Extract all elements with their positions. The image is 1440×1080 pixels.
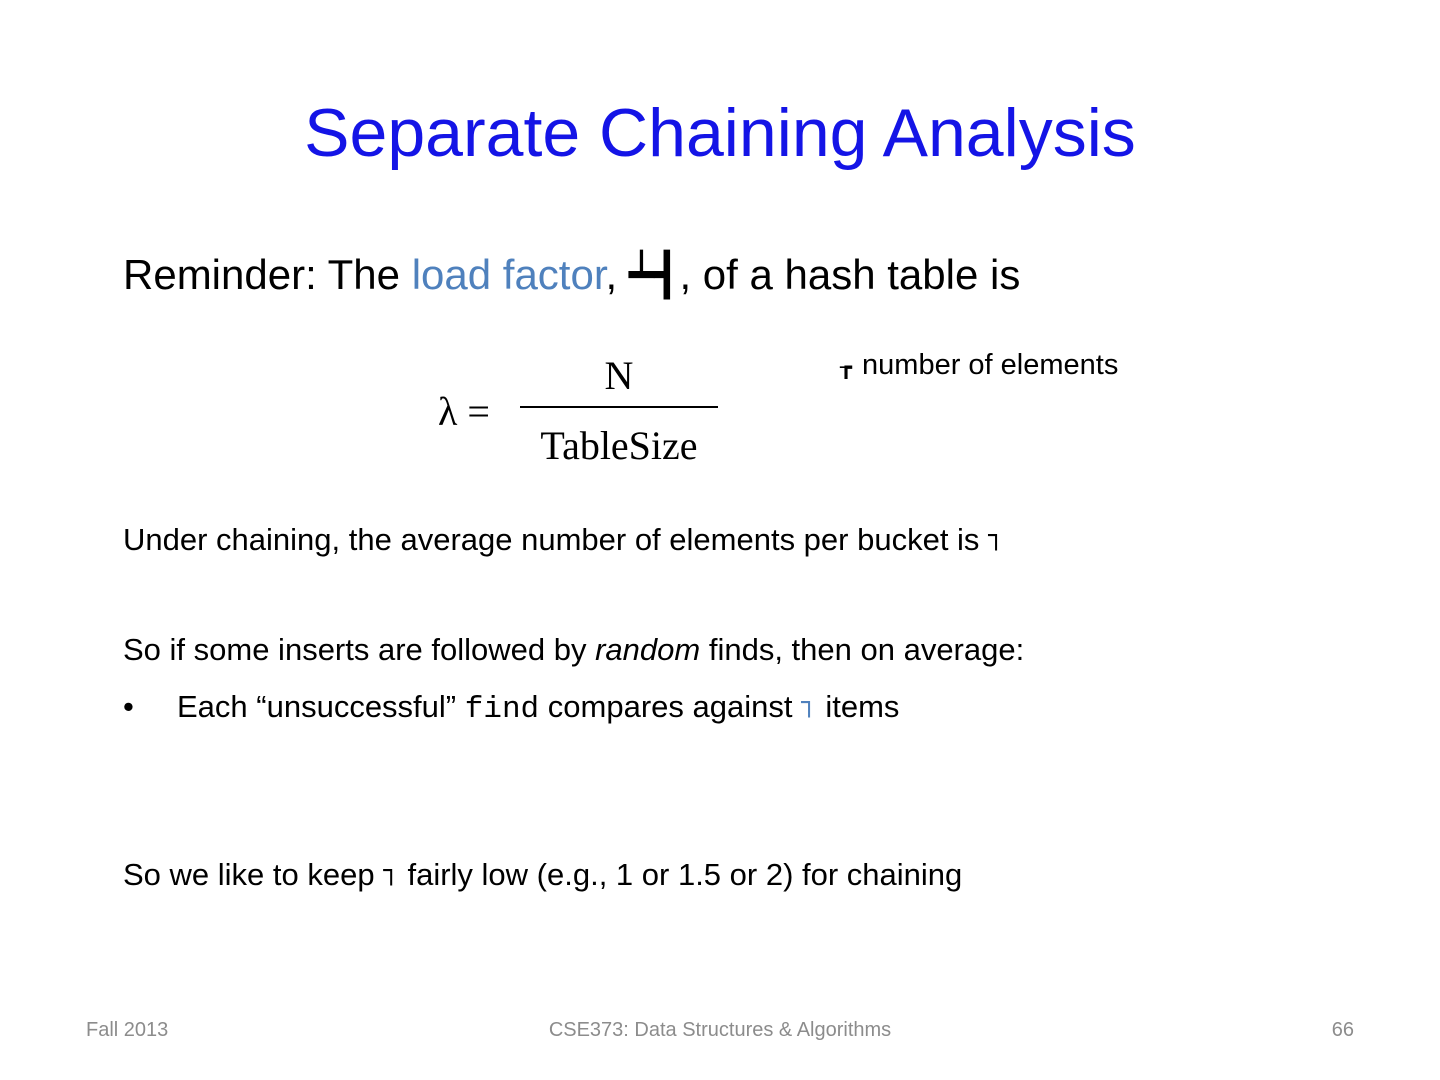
fraction-bar xyxy=(520,406,718,408)
bullet-suffix: items xyxy=(816,689,900,724)
reminder-suffix: , of a hash table is xyxy=(679,251,1021,298)
footer-course: CSE373: Data Structures & Algorithms xyxy=(548,1019,892,1041)
formula-lhs: λ = xyxy=(438,389,490,434)
lambda-symbol-bullet: ┐ xyxy=(801,688,817,718)
bullet-marker: • xyxy=(123,689,134,724)
formula-denominator: TableSize xyxy=(540,423,698,468)
keep-low-prefix: So we like to keep xyxy=(123,857,384,892)
reminder-prefix: Reminder: The xyxy=(123,251,412,298)
bullet-prefix: Each “unsuccessful” xyxy=(177,689,465,724)
find-code: find xyxy=(464,692,540,727)
reminder-line xyxy=(123,250,1021,299)
note-symbol: ┲ xyxy=(840,355,853,379)
random-emphasis: random xyxy=(595,632,701,667)
lambda-symbol-inline: ┐ xyxy=(988,521,1004,551)
random-finds-prefix: So if some inserts are followed by xyxy=(123,632,596,667)
random-finds-suffix: finds, then on average: xyxy=(700,632,1025,667)
random-finds-line xyxy=(123,634,1024,665)
reminder-comma: , xyxy=(605,251,629,298)
slide-title: Separate Chaining Analysis xyxy=(304,95,1136,171)
keep-low-suffix: fairly low (e.g., 1 or 1.5 or 2) for chaining xyxy=(398,857,963,892)
bullet-item xyxy=(123,690,899,725)
footer-term: Fall 2013 xyxy=(86,1019,169,1041)
formula-note xyxy=(840,351,1118,380)
lambda-symbol: ┷┫ xyxy=(628,250,680,299)
load-factor-term: load factor xyxy=(411,251,606,298)
load-factor-formula xyxy=(438,352,728,467)
bullet-middle: compares against xyxy=(539,689,802,724)
formula-numerator: N xyxy=(604,353,634,398)
under-chaining-line xyxy=(123,523,1004,555)
note-text: number of elements xyxy=(862,349,1119,381)
slide-number: 66 xyxy=(1331,1019,1354,1041)
lambda-symbol-keep: ┐ xyxy=(383,856,399,886)
under-chaining-text: Under chaining, the average number of elements per bucket is xyxy=(123,522,989,557)
keep-low-line xyxy=(123,858,962,890)
